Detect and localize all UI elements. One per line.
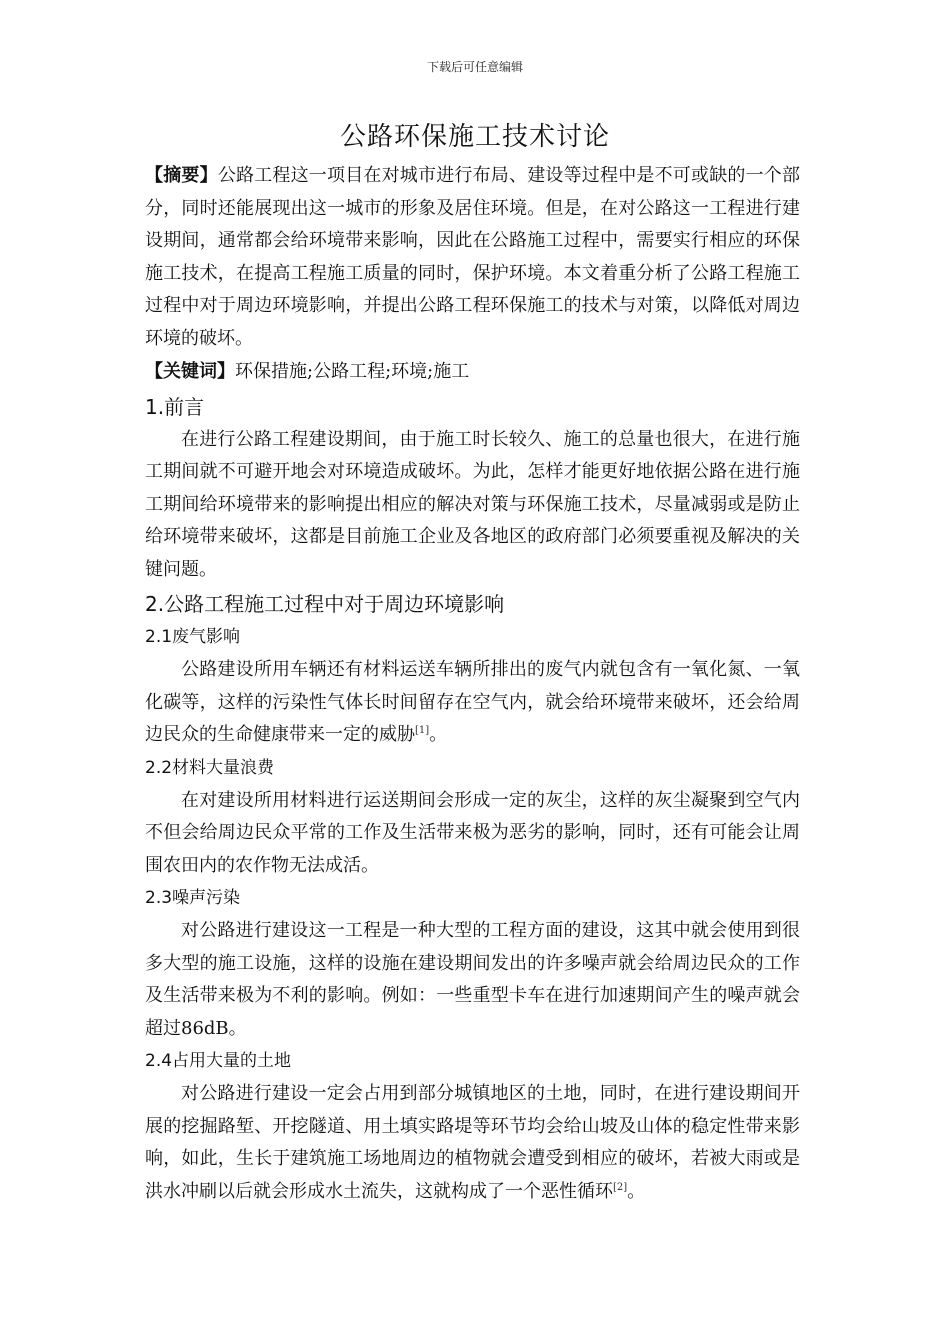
keywords-text: 环保措施;公路工程;环境;施工 <box>235 361 470 382</box>
page-header-note: 下载后可任意编辑 <box>426 60 523 74</box>
keywords-paragraph <box>145 356 800 389</box>
subsection-2-3-paragraph: 对公路进行建设这一工程是一种大型的工程方面的建设，这其中就会使用到很多大型的施工设施，这样的设施在建设期间发出的许多噪声就会给周边民众的工作及生活带来极为不利的影响。例如：一些重型卡车在进行加速期间产生的噪声就会超过86dB。 <box>145 920 800 1039</box>
subsection-heading-2-2: 2.2材料大量浪费 <box>145 757 275 778</box>
subsection-2-1-end: 。 <box>429 724 448 745</box>
subsection-2-1-text: 公路建设所用车辆还有材料运送车辆所排出的废气内就包含有一氧化氮、一氧化碳等，这样的污染性气体长时间留存在空气内，就会给环境带来破坏，还会给周边民众的生命健康带来一定的威胁 <box>145 659 800 745</box>
abstract-text: 公路工程这一项目在对城市进行布局、建设等过程中是不可或缺的一个部分，同时还能展现出这一城市的形象及居住环境。但是，在对公路这一工程进行建设期间，通常都会给环境带来影响，因此在公路施工过程中，需要实行相应的环保施工技术，在提高工程施工质量的同时，保护环境。本文着重分析了公路工程施工过程中对于周边环境影响，并提出公路工程环保施工的技术与对策，以降低对周边环境的破坏。 <box>145 165 801 349</box>
document-body <box>145 160 800 1208</box>
subsection-2-4-paragraph <box>145 1078 800 1208</box>
subsection-heading-2-1: 2.1废气影响 <box>145 627 241 647</box>
keywords-tag: 【关键词】 <box>145 361 235 382</box>
subsection-2-2-paragraph: 在对建设所用材料进行运送期间会形成一定的灰尘，这样的灰尘凝聚到空气内不但会给周边民众平常的工作及生活带来极为恶劣的影响，同时，还有可能会让周围农田内的农作物无法成活。 <box>145 789 800 876</box>
citation-ref-2[interactable]: [2] <box>613 1181 628 1193</box>
abstract-tag: 【摘要】 <box>145 165 218 186</box>
subsection-heading-2-4: 2.4占用大量的土地 <box>145 1051 292 1071</box>
subsection-heading-2-3: 2.3噪声污染 <box>145 888 241 908</box>
abstract-paragraph <box>145 160 800 355</box>
subsection-2-4-text: 对公路进行建设一定会占用到部分城镇地区的土地，同时，在进行建设期间开展的挖掘路堑、开挖隧道、用土填实路堤等环节均会给山坡及山体的稳定性带来影响，如此，生长于建筑施工场地周边的植物就会遭受到相应的破坏，若被大雨或是洪水冲刷以后就会形成水土流失，这就构成了一个恶性循环 <box>145 1083 800 1202</box>
citation-ref-1[interactable]: [1] <box>415 725 430 736</box>
section-heading-2: 2.公路工程施工过程中对于周边环境影响 <box>145 592 505 616</box>
subsection-2-4-end: 。 <box>627 1180 646 1202</box>
section-heading-1: 1.前言 <box>145 394 205 419</box>
subsection-2-1-paragraph <box>145 654 800 752</box>
section-1-paragraph: 在进行公路工程建设期间，由于施工时长较久、施工的总量也很大，在进行施工期间就不可避开地会对环境造成破坏。为此，怎样才能更好地依据公路在进行施工期间给环境带来的影响提出相应的解决对策与环保施工技术，尽量减弱或是防止给环境带来破坏，这都是目前施工企业及各地区的政府部门必须要重视及解决的关键问题。 <box>145 428 800 580</box>
document-title: 公路环保施工技术讨论 <box>339 122 610 152</box>
